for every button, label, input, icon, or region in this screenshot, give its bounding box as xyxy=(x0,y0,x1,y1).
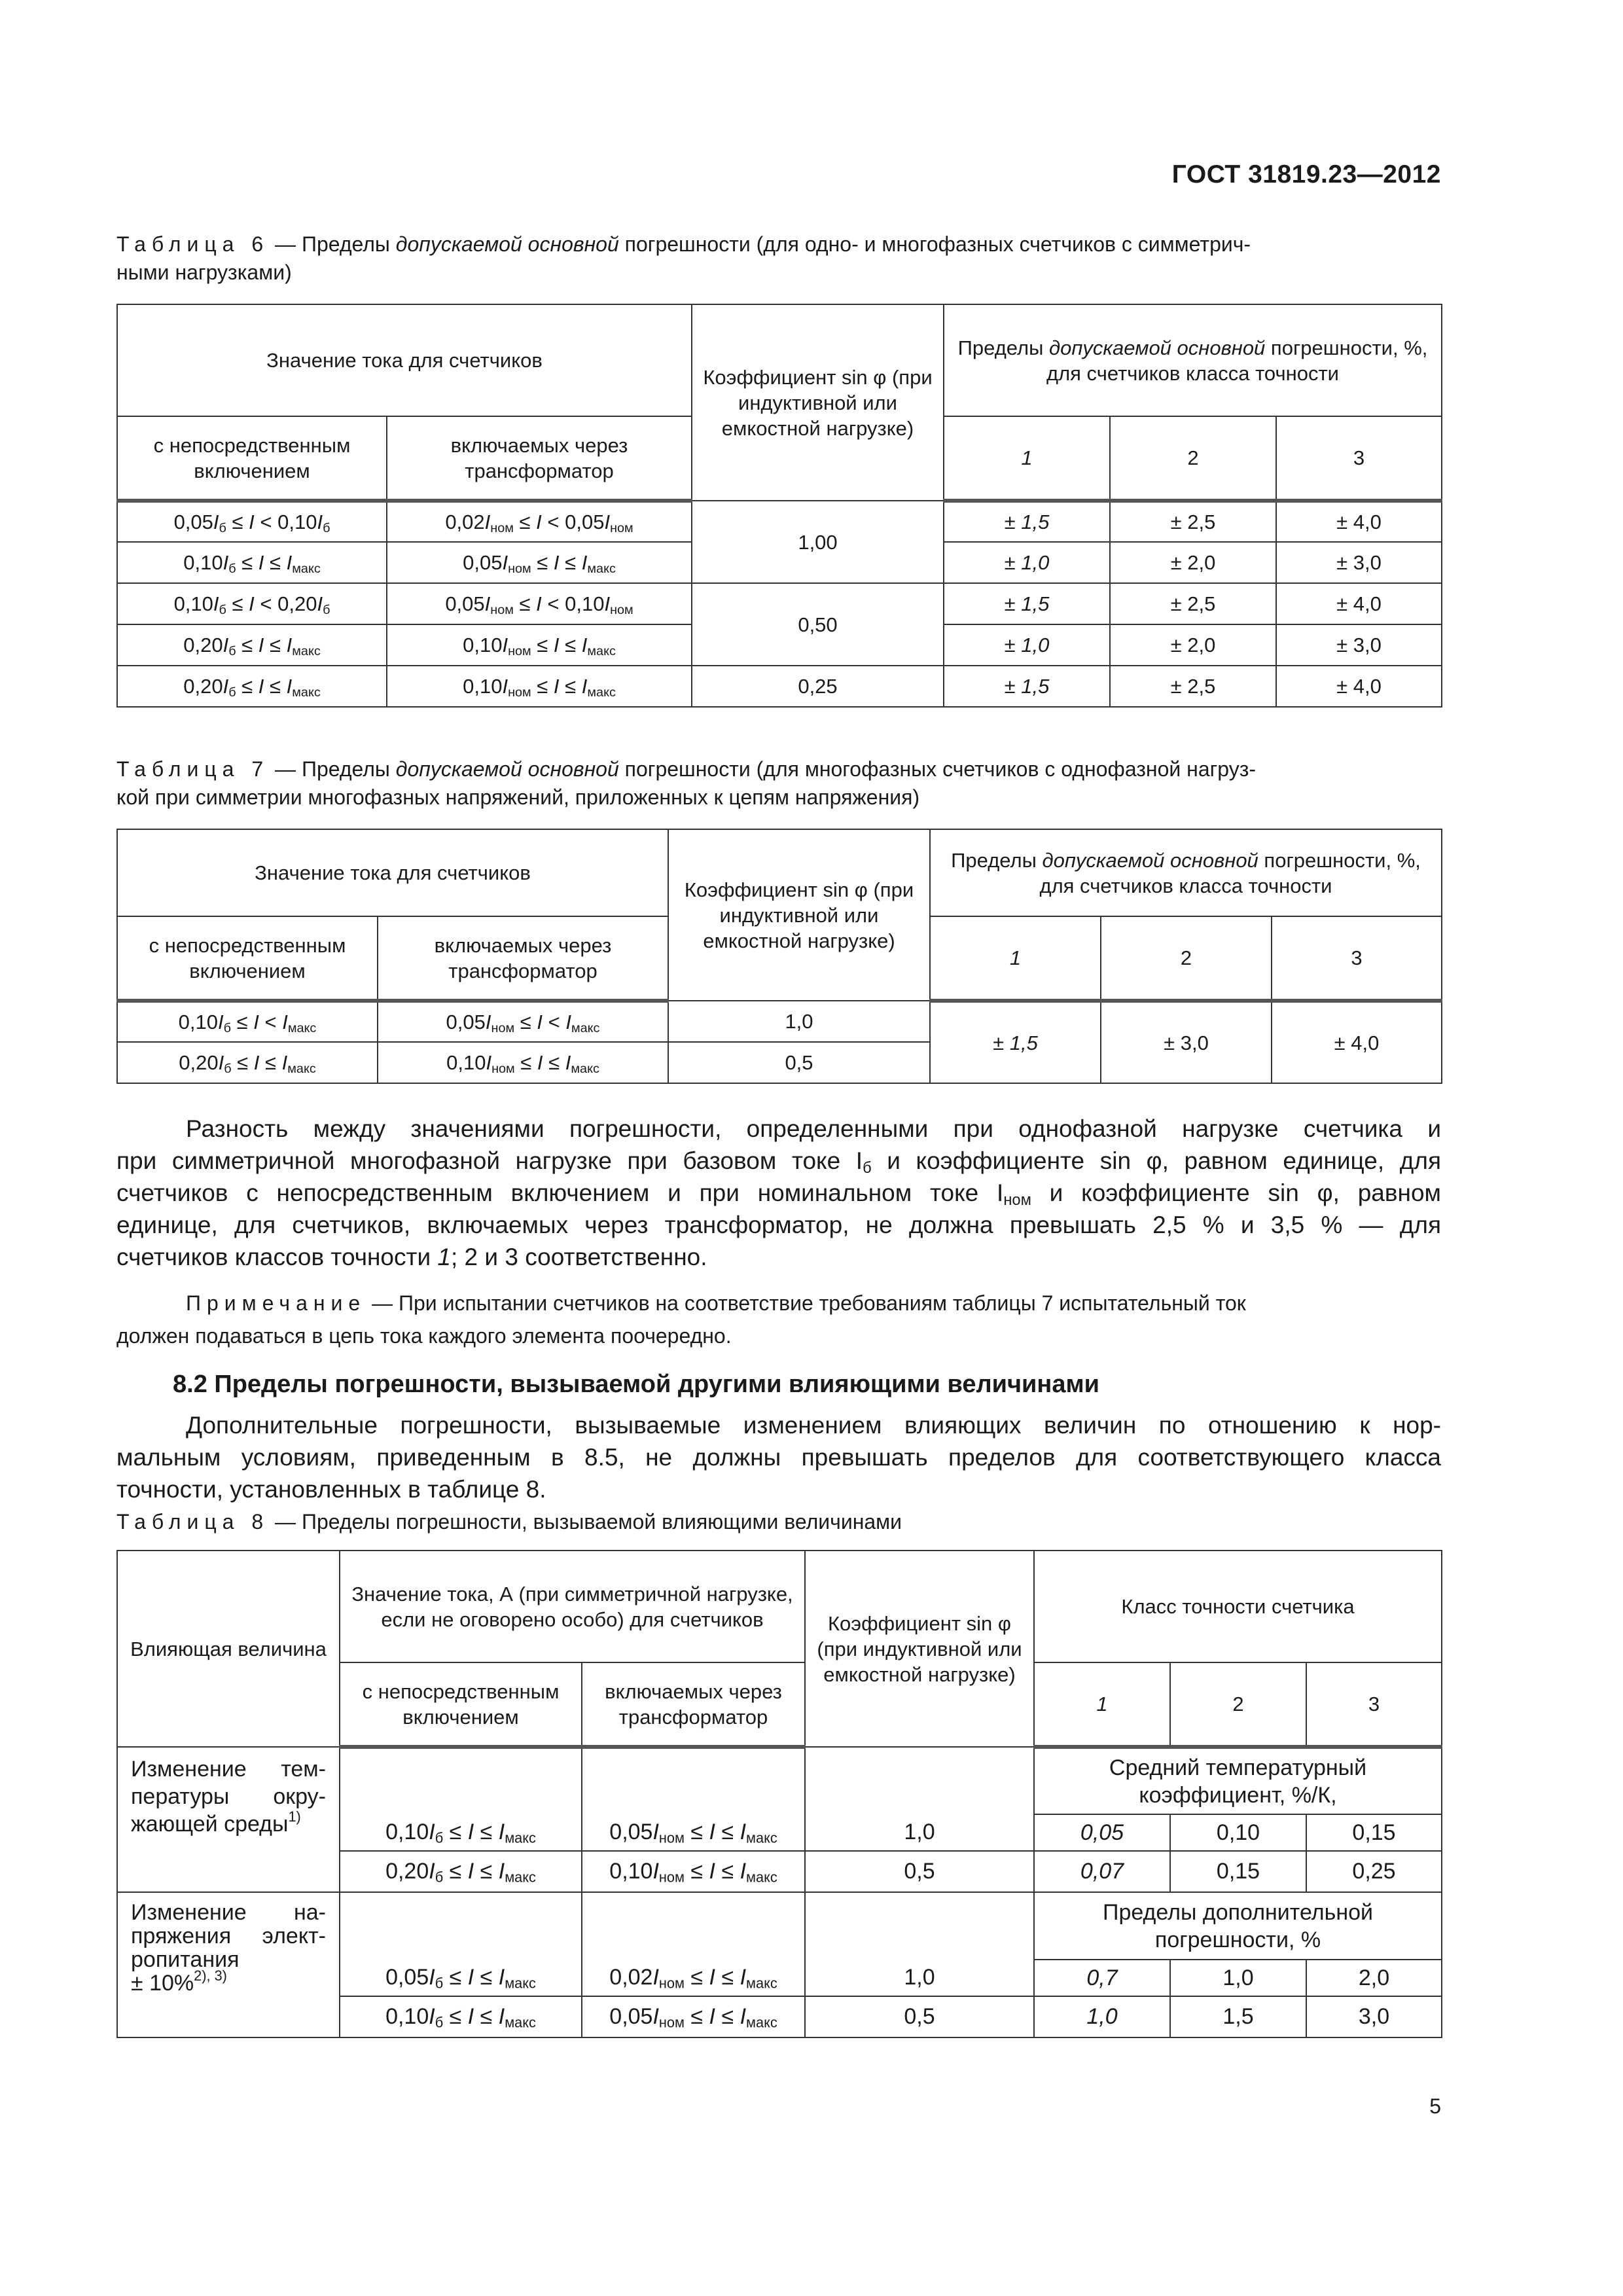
t8-header-class: Класс точности счетчика xyxy=(1034,1551,1442,1662)
t8-quantity-voltage: Изменение на- пряжения элект- ропитания ± 10%$^{2), 3)}$ xyxy=(117,1892,340,2037)
t8-class-2: 2 xyxy=(1170,1662,1306,1747)
t7-current-transformer: $0,10I_{ном} \le I \le I_{макс}$ xyxy=(378,1042,668,1083)
t8-coef: 0,5 xyxy=(805,1851,1034,1892)
table7 xyxy=(116,829,1442,1084)
t8-header-quantity: Влияющая величина xyxy=(117,1551,340,1747)
t8-coef: 0,5 xyxy=(805,1996,1034,2037)
t8-class-1: 1 xyxy=(1034,1662,1170,1747)
t8-header-current: Значение тока, А (при симметричной нагрузке, если не оговорено особо) для счетчиков xyxy=(340,1551,805,1662)
standard-designation: ГОСТ 31819.23—2012 xyxy=(1171,160,1441,188)
table7-caption: Таблица 7 — Пределы допускаемой основной погрешности (для многофазных счетчиков с однофазной нагруз- кой при симметрии многофазных напряжений, приложенных к цепям напряжения) xyxy=(116,757,1257,809)
t8-current-transformer: $0,10I_{ном} \le I \le I_{макс}$ xyxy=(582,1851,805,1892)
t7-header-current: Значение тока для счетчиков xyxy=(117,829,668,916)
t6-val-1: ± 1,5 xyxy=(944,583,1110,624)
t7-current-direct: $0,10I_б \le I < I_{макс}$ xyxy=(117,1001,378,1042)
t7-header-limits: Пределы допускаемой основной погрешности, %, для счетчиков класса точности xyxy=(930,829,1442,916)
t8-quantity-temperature: Изменение тем- пературы окру- жающей среды$^{1)}$ xyxy=(117,1747,340,1892)
t8-val-3: 2,0 xyxy=(1306,1960,1442,1996)
t6-val-2: ± 2,0 xyxy=(1110,624,1276,666)
t8-current-direct: $0,10I_б \le I \le I_{макс}$ xyxy=(340,1814,582,1851)
paragraph-difference: Разность между значениями погрешности, определенными при однофазной нагрузке счетчика и при симметричной многофазной нагрузке при базовом токе $I_б$ и коэффициенте sin φ, равном единице, для счетчиков с непосредственным включением и при номинальном токе $I_{ном}$ и коэффициенте sin φ, равном единице, для счетчиков, включаемых через трансформатор, не должна превышать 2,5 % и 3,5 % — для счетчиков классов точности 1; 2 и 3 соответственно. xyxy=(116,1115,1441,1270)
t8-val-2: 0,10 xyxy=(1170,1814,1306,1851)
t6-header-current: Значение тока для счетчиков xyxy=(117,304,692,416)
t6-current-direct: $0,10I_б \le I < 0,20I_б$ xyxy=(117,583,387,624)
t8-current-direct: $0,05I_б \le I \le I_{макс}$ xyxy=(340,1960,582,1996)
t8-current-direct: $0,20I_б \le I \le I_{макс}$ xyxy=(340,1851,582,1892)
t8-header-transformer: включаемых через трансформатор xyxy=(582,1662,805,1747)
t7-coef: 1,0 xyxy=(668,1001,930,1042)
t6-current-transformer: $0,05I_{ном} \le I < 0,10I_{ном}$ xyxy=(387,583,692,624)
t6-coef: 0,50 xyxy=(692,583,944,666)
t6-current-transformer: $0,05I_{ном} \le I \le I_{макс}$ xyxy=(387,542,692,583)
t8-val-2: 1,0 xyxy=(1170,1960,1306,1996)
t7-current-direct: $0,20I_б \le I \le I_{макс}$ xyxy=(117,1042,378,1083)
table8-caption: Таблица 8 — Пределы погрешности, вызываемой влияющими величинами xyxy=(116,1510,902,1534)
t6-current-direct: $0,20I_б \le I \le I_{макс}$ xyxy=(117,666,387,707)
t8-subhead-voltage: Пределы дополнительной погрешности, % xyxy=(1034,1892,1442,1960)
t6-coef: 0,25 xyxy=(692,666,944,707)
t6-val-2: ± 2,5 xyxy=(1110,501,1276,542)
t7-class-3: 3 xyxy=(1272,916,1442,1001)
table-row xyxy=(117,666,1442,707)
t6-val-3: ± 3,0 xyxy=(1276,624,1442,666)
t8-val-2: 0,15 xyxy=(1170,1851,1306,1892)
t6-val-1: ± 1,5 xyxy=(944,501,1110,542)
t6-val-1: ± 1,5 xyxy=(944,666,1110,707)
t6-header-limits: Пределы допускаемой основной погрешности, %, для счетчиков класса точности xyxy=(944,304,1442,416)
t6-current-transformer: $0,10I_{ном} \le I \le I_{макс}$ xyxy=(387,666,692,707)
t7-coef: 0,5 xyxy=(668,1042,930,1083)
t6-val-3: ± 4,0 xyxy=(1276,583,1442,624)
t8-val-1: 1,0 xyxy=(1034,1996,1170,2037)
t6-class-2: 2 xyxy=(1110,416,1276,501)
t7-val-1: ± 1,5 xyxy=(930,1001,1101,1083)
t8-current-transformer: $0,05I_{ном} \le I \le I_{макс}$ xyxy=(582,1814,805,1851)
t6-val-2: ± 2,5 xyxy=(1110,583,1276,624)
section-heading: 8.2 Пределы погрешности, вызываемой другими влияющими величинами xyxy=(173,1371,1099,1398)
t6-class-1: 1 xyxy=(944,416,1110,501)
t6-class-3: 3 xyxy=(1276,416,1442,501)
t7-header-direct: с непосредственным включением xyxy=(117,916,378,1001)
t8-val-3: 0,25 xyxy=(1306,1851,1442,1892)
t8-coef: 1,0 xyxy=(805,1960,1034,1996)
t6-header-coef: Коэффициент sin φ (при индуктивной или емкостной нагрузке) xyxy=(692,304,944,501)
t6-current-direct: $0,05I_б \le I < 0,10I_б$ xyxy=(117,501,387,542)
t8-class-3: 3 xyxy=(1306,1662,1442,1747)
t6-val-3: ± 3,0 xyxy=(1276,542,1442,583)
t6-val-3: ± 4,0 xyxy=(1276,666,1442,707)
t8-current-direct: $0,10I_б \le I \le I_{макс}$ xyxy=(340,1996,582,2037)
t7-class-2: 2 xyxy=(1101,916,1272,1001)
t6-current-transformer: $0,02I_{ном} \le I < 0,05I_{ном}$ xyxy=(387,501,692,542)
table-row xyxy=(117,1001,1442,1042)
t7-class-1: 1 xyxy=(930,916,1101,1001)
t8-val-3: 3,0 xyxy=(1306,1996,1442,2037)
t6-val-2: ± 2,0 xyxy=(1110,542,1276,583)
t7-header-coef: Коэффициент sin φ (при индуктивной или емкостной нагрузке) xyxy=(668,829,930,1001)
t8-header-direct: с непосредственным включением xyxy=(340,1662,582,1747)
t8-val-2: 1,5 xyxy=(1170,1996,1306,2037)
page-number: 5 xyxy=(1429,2094,1441,2118)
t6-header-transformer: включаемых через трансформатор xyxy=(387,416,692,501)
t8-val-1: 0,05 xyxy=(1034,1814,1170,1851)
t7-current-transformer: $0,05I_{ном} \le I < I_{макс}$ xyxy=(378,1001,668,1042)
t7-val-3: ± 4,0 xyxy=(1272,1001,1442,1083)
t6-coef: 1,00 xyxy=(692,501,944,583)
t7-header-transformer: включаемых через трансформатор xyxy=(378,916,668,1001)
t7-val-2: ± 3,0 xyxy=(1101,1001,1272,1083)
table6-caption: Таблица 6 — Пределы допускаемой основной погрешности (для одно- и многофазных счетчиков с симметрич- ными нагрузками) xyxy=(116,232,1251,284)
paragraph-additional-errors: Дополнительные погрешности, вызываемые изменением влияющих величин по отношению к нор- мальным условиям, приведенным в 8.5, не должны превышать пределов для соответствующего класса точности, установленных в таблице 8. xyxy=(116,1412,1441,1503)
t8-val-1: 0,7 xyxy=(1034,1960,1170,1996)
t6-current-direct: $0,20I_б \le I \le I_{макс}$ xyxy=(117,624,387,666)
t6-header-direct: с непосредственным включением xyxy=(117,416,387,501)
t8-subhead-temperature: Средний температурный коэффициент, %/К, xyxy=(1034,1747,1442,1814)
t6-val-3: ± 4,0 xyxy=(1276,501,1442,542)
t6-val-1: ± 1,0 xyxy=(944,624,1110,666)
t8-current-transformer: $0,05I_{ном} \le I \le I_{макс}$ xyxy=(582,1996,805,2037)
t8-current-transformer: $0,02I_{ном} \le I \le I_{макс}$ xyxy=(582,1960,805,1996)
t6-val-2: ± 2,5 xyxy=(1110,666,1276,707)
t6-current-transformer: $0,10I_{ном} \le I \le I_{макс}$ xyxy=(387,624,692,666)
t8-header-coef: Коэффициент sin φ (при индуктивной или емкостной нагрузке) xyxy=(805,1551,1034,1747)
table-row xyxy=(117,501,1442,542)
t8-coef: 1,0 xyxy=(805,1814,1034,1851)
t6-current-direct: $0,10I_б \le I \le I_{макс}$ xyxy=(117,542,387,583)
note: Примечание — При испытании счетчиков на соответствие требованиям таблицы 7 испытательный ток должен подаваться в цепь тока каждого элемента поочередно. xyxy=(116,1291,1246,1348)
table-row xyxy=(117,583,1442,624)
t6-val-1: ± 1,0 xyxy=(944,542,1110,583)
t8-val-3: 0,15 xyxy=(1306,1814,1442,1851)
table8 xyxy=(116,1550,1442,2038)
t8-val-1: 0,07 xyxy=(1034,1851,1170,1892)
table6 xyxy=(116,304,1442,708)
